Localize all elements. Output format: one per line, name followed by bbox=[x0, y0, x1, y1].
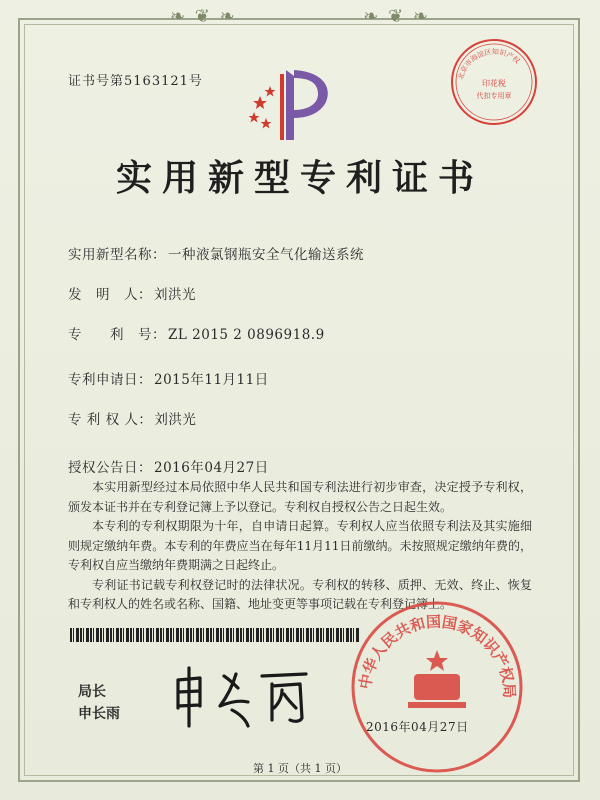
field-label: 专 利 号： bbox=[68, 327, 166, 343]
svg-text:北京市海淀区知识产权: 北京市海淀区知识产权 bbox=[456, 47, 522, 81]
seal-date: 2016年04月27日 bbox=[366, 720, 469, 734]
paragraph: 专利证书记载专利权登记时的法律状况。专利权的转移、质押、无效、终止、恢复和专利权人的姓名或名称、国籍、地址变更等事项记载在专利登记簿上。 bbox=[68, 577, 532, 611]
corner-ornament-right: ❧ ❦ ❧ bbox=[363, 6, 430, 27]
field-label: 发 明 人： bbox=[68, 287, 152, 303]
field-value: 刘洪光 bbox=[154, 287, 196, 303]
sipo-logo-icon bbox=[246, 66, 336, 144]
page-number: 第 1 页（共 1 页） bbox=[253, 762, 347, 775]
seal-text: 中华人民共和国国家知识产权局 bbox=[355, 612, 519, 699]
certificate-body-text bbox=[68, 478, 532, 615]
field-label: 授权公告日： bbox=[68, 460, 152, 476]
paragraph: 本专利的专利权期限为十年，自申请日起算。专利权人应当依照专利法及其实施细则规定缴纳年费。本专利的年费应当在每年11月11日前缴纳。未按照规定缴纳年费的，专利权自应当缴纳年费期满之日起终止。 bbox=[68, 519, 532, 572]
field-value: ZL 2015 2 0896918.9 bbox=[168, 327, 325, 343]
field-patent-number bbox=[68, 323, 325, 343]
director-title: 局长 bbox=[78, 684, 106, 700]
tax-stamp-center: 印花税 bbox=[482, 79, 506, 88]
tax-stamp-seal-icon bbox=[448, 36, 540, 128]
field-value: 一种液氯钢瓶安全气化输送系统 bbox=[168, 247, 364, 263]
tax-stamp-sub: 代扣专用章 bbox=[476, 92, 512, 100]
field-label: 专 利 权 人： bbox=[68, 412, 153, 428]
field-utility-model-name bbox=[68, 243, 364, 263]
paragraph: 本实用新型经过本局依照中华人民共和国专利法进行初步审查，决定授予专利权，颁发本证书并在专利登记簿上予以登记。专利权自授权公告之日起生效。 bbox=[68, 480, 532, 514]
document-title: 实用新型专利证书 bbox=[115, 157, 484, 199]
field-label: 实用新型名称： bbox=[68, 247, 166, 263]
field-inventor bbox=[68, 283, 196, 303]
director-name: 申长雨 bbox=[78, 706, 120, 722]
field-value: 2016年04月27日 bbox=[154, 460, 269, 476]
official-seal-icon bbox=[348, 598, 526, 776]
field-label: 专利申请日： bbox=[68, 372, 152, 388]
field-grant-date bbox=[68, 456, 269, 476]
field-application-date bbox=[68, 368, 269, 388]
director-signature bbox=[160, 662, 320, 732]
barcode bbox=[70, 628, 360, 642]
field-value: 刘洪光 bbox=[154, 412, 197, 428]
corner-ornament-left: ❧ ❦ ❧ bbox=[170, 6, 237, 27]
field-patentee bbox=[68, 408, 196, 428]
certificate-number: 证书号第5163121号 bbox=[68, 74, 203, 89]
field-value: 2015年11月11日 bbox=[154, 372, 269, 388]
